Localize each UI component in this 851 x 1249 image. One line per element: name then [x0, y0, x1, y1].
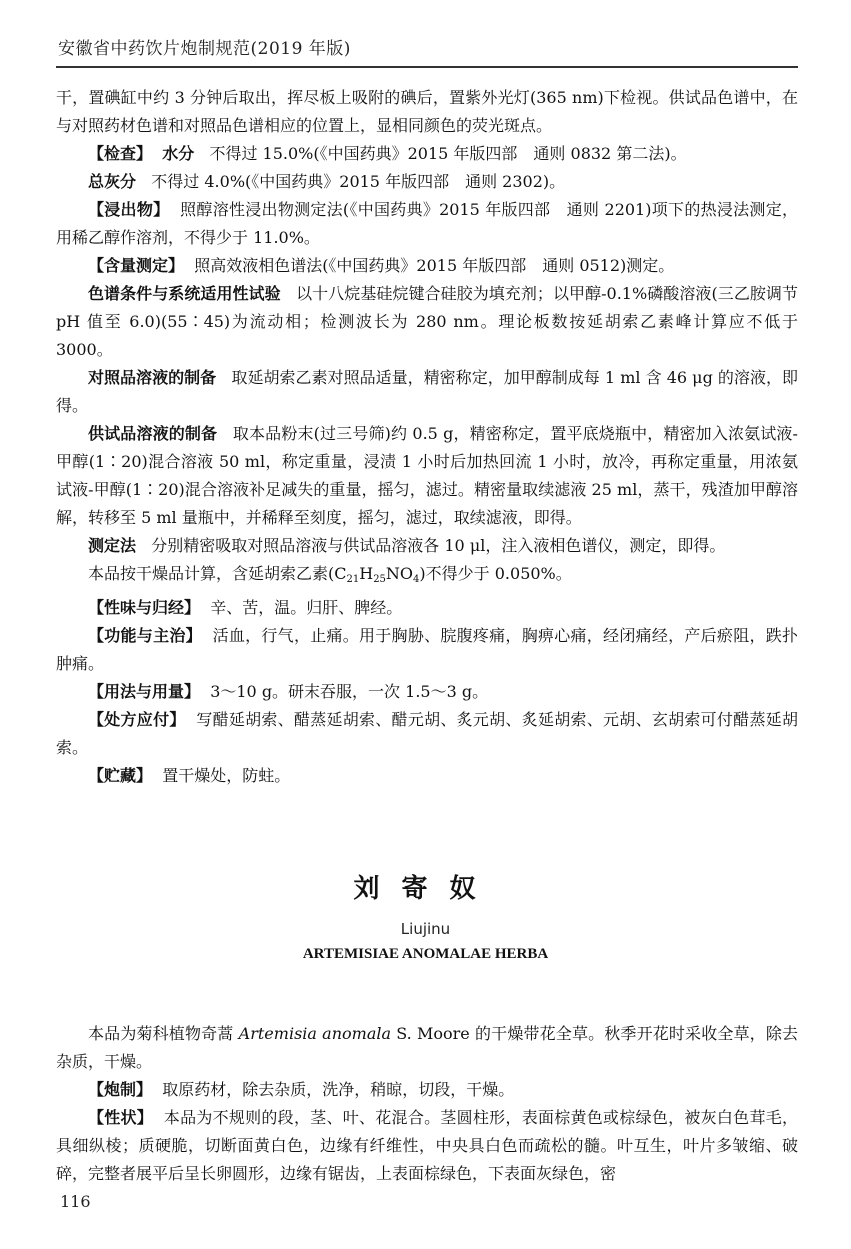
section-label-function-indication: 【功能与主治】 — [88, 626, 202, 645]
paragraph-text: )不得少于 0.050%。 — [419, 564, 572, 583]
page-number: 116 — [60, 1192, 91, 1211]
paragraph-text: 辛、苦，温。归肝、脾经。 — [210, 598, 403, 617]
header-rule — [56, 66, 798, 68]
paragraph-content-requirement — [56, 560, 798, 594]
paragraph-text: 干，置碘缸中约 3 分钟后取出，挥尽板上吸附的碘后，置紫外光灯(365 nm)下检视。供试品色谱中，在与对照药材色谱和对照品色谱相应的位置上，显相同颜色的荧光斑点。 — [56, 88, 798, 135]
paragraph-chromatography — [56, 280, 798, 364]
paragraph-total-ash — [56, 168, 798, 196]
main-content — [56, 84, 798, 790]
paragraph-text: 本品为菊科植物奇蒿 — [88, 1024, 239, 1043]
formula-part: NO — [385, 564, 414, 583]
sub-label-procedure: 测定法 — [88, 536, 137, 555]
section-label-prescription: 【处方应付】 — [88, 710, 186, 729]
paragraph-text: 以十八烷基硅烷键合硅胶为填充剂；以甲醇-0.1%磷酸溶液(三乙胺调节 pH 值至 6.0)(55∶45)为流动相；检测波长为 280 nm。理论板数按延胡索乙素峰计算应不低于 3000。 — [56, 284, 798, 359]
paragraph-test-solution — [56, 420, 798, 532]
paragraph-text: 取原药材，除去杂质，洗净，稍晾，切段，干燥。 — [162, 1080, 515, 1099]
sub-label-chromatography: 色谱条件与系统适用性试验 — [88, 284, 281, 303]
paragraph-description — [56, 1104, 798, 1188]
section-label-nature-meridian: 【性味与归经】 — [88, 598, 201, 617]
paragraph-assay — [56, 252, 798, 280]
paragraph-text: 本品按干燥品计算，含延胡索乙素(C — [88, 564, 347, 583]
paragraph-extract — [56, 196, 798, 252]
paragraph-usage-dosage — [56, 678, 798, 706]
sub-label-moisture: 水分 — [162, 144, 195, 163]
section-label-extract: 【浸出物】 — [88, 200, 170, 219]
subscript: 21 — [346, 574, 360, 585]
monograph-content — [56, 1020, 798, 1188]
paragraph-text: 取本品粉末(过三号筛)约 0.5 g，精密称定，置平底烧瓶中，精密加入浓氨试液-甲醇(1∶20)混合溶液 50 ml，称定重量，浸渍 1 小时后加热回流 1 小时，放冷，再称定重量，用浓氨试液-甲醇(1∶20)混合溶液补足减失的重量，摇匀，滤过。精密量取续滤液 25 ml，蒸干，残渣加甲醇溶解，转移至 5 ml 量瓶中，并稀释至刻度，摇匀，滤过，取续滤液，即得。 — [56, 424, 798, 527]
paragraph-text: 不得过 15.0%(《中国药典》2015 年版四部 通则 0832 第二法)。 — [209, 144, 687, 163]
species-name: Artemisia anomala — [238, 1024, 392, 1043]
paragraph-nature-meridian — [56, 594, 798, 622]
paragraph-text: 置干燥处，防蛀。 — [162, 766, 291, 785]
paragraph-text: 取延胡索乙素对照品适量，精密称定，加甲醇制成每 1 ml 含 46 μg 的溶液，即得。 — [56, 368, 798, 415]
formula-part: H — [359, 564, 374, 583]
paragraph-text: 分别精密吸取对照品溶液与供试品溶液各 10 μl，注入液相色谱仪，测定，即得。 — [151, 536, 726, 555]
section-label-assay: 【含量测定】 — [88, 256, 185, 275]
section-label-inspection: 【检查】 — [88, 144, 153, 163]
section-label-storage: 【贮藏】 — [88, 766, 153, 785]
paragraph-reference-solution — [56, 364, 798, 420]
sub-label-test-solution: 供试品溶液的制备 — [88, 424, 218, 443]
paragraph-text: 照醇溶性浸出物测定法(《中国药典》2015 年版四部 通则 2201)项下的热浸法测定，用稀乙醇作溶剂，不得少于 11.0%。 — [56, 200, 798, 247]
paragraph-procedure — [56, 532, 798, 560]
subscript: 4 — [413, 574, 420, 585]
paragraph-function-indication — [56, 622, 798, 678]
paragraph-text: 照高效液相色谱法(《中国药典》2015 年版四部 通则 0512)测定。 — [194, 256, 675, 275]
paragraph-text: 3～10 g。研末吞服，一次 1.5～3 g。 — [210, 682, 489, 701]
paragraph-prescription — [56, 706, 798, 762]
section-label-processing: 【炮制】 — [88, 1080, 153, 1099]
running-header: 安徽省中药饮片炮制规范(2019 年版) — [58, 39, 351, 59]
paragraph-text: 本品为不规则的段，茎、叶、花混合。茎圆柱形，表面棕黄色或棕绿色，被灰白色茸毛，具细纵棱；质硬脆，切断面黄白色，边缘有纤维性，中央具白色而疏松的髓。叶互生，叶片多皱缩、破碎，完整者展平后呈长卵圆形，边缘有锯齿，上表面棕绿色，下表面灰绿色，密 — [56, 1108, 798, 1183]
section-label-usage-dosage: 【用法与用量】 — [88, 682, 201, 701]
paragraph-text: 写醋延胡索、醋蒸延胡索、醋元胡、炙元胡、炙延胡索、元胡、玄胡索可付醋蒸延胡索。 — [56, 710, 798, 757]
paragraph-text: 不得过 4.0%(《中国药典》2015 年版四部 通则 2302)。 — [151, 172, 566, 191]
paragraph-source — [56, 1020, 798, 1076]
paragraph-text: S. Moore 的干燥带花全草。秋季开花时采收全草，除去杂质，干燥。 — [56, 1024, 799, 1071]
section-label-description: 【性状】 — [88, 1108, 154, 1127]
paragraph-processing — [56, 1076, 798, 1104]
paragraph-tlc-continuation — [56, 84, 798, 140]
paragraph-storage — [56, 762, 798, 790]
subscript: 25 — [373, 574, 386, 585]
monograph-title: 刘寄奴 — [353, 874, 498, 904]
sub-label-reference-solution: 对照品溶液的制备 — [88, 368, 217, 387]
monograph-latin-name: ARTEMISIAE ANOMALAE HERBA — [302, 946, 549, 962]
paragraph-text: 活血，行气，止痛。用于胸胁、脘腹疼痛，胸痹心痛，经闭痛经，产后瘀阻，跌扑肿痛。 — [56, 626, 798, 673]
sub-label-total-ash: 总灰分 — [88, 172, 137, 191]
paragraph-inspection — [56, 140, 798, 168]
monograph-pinyin: Liujinu — [400, 920, 451, 938]
